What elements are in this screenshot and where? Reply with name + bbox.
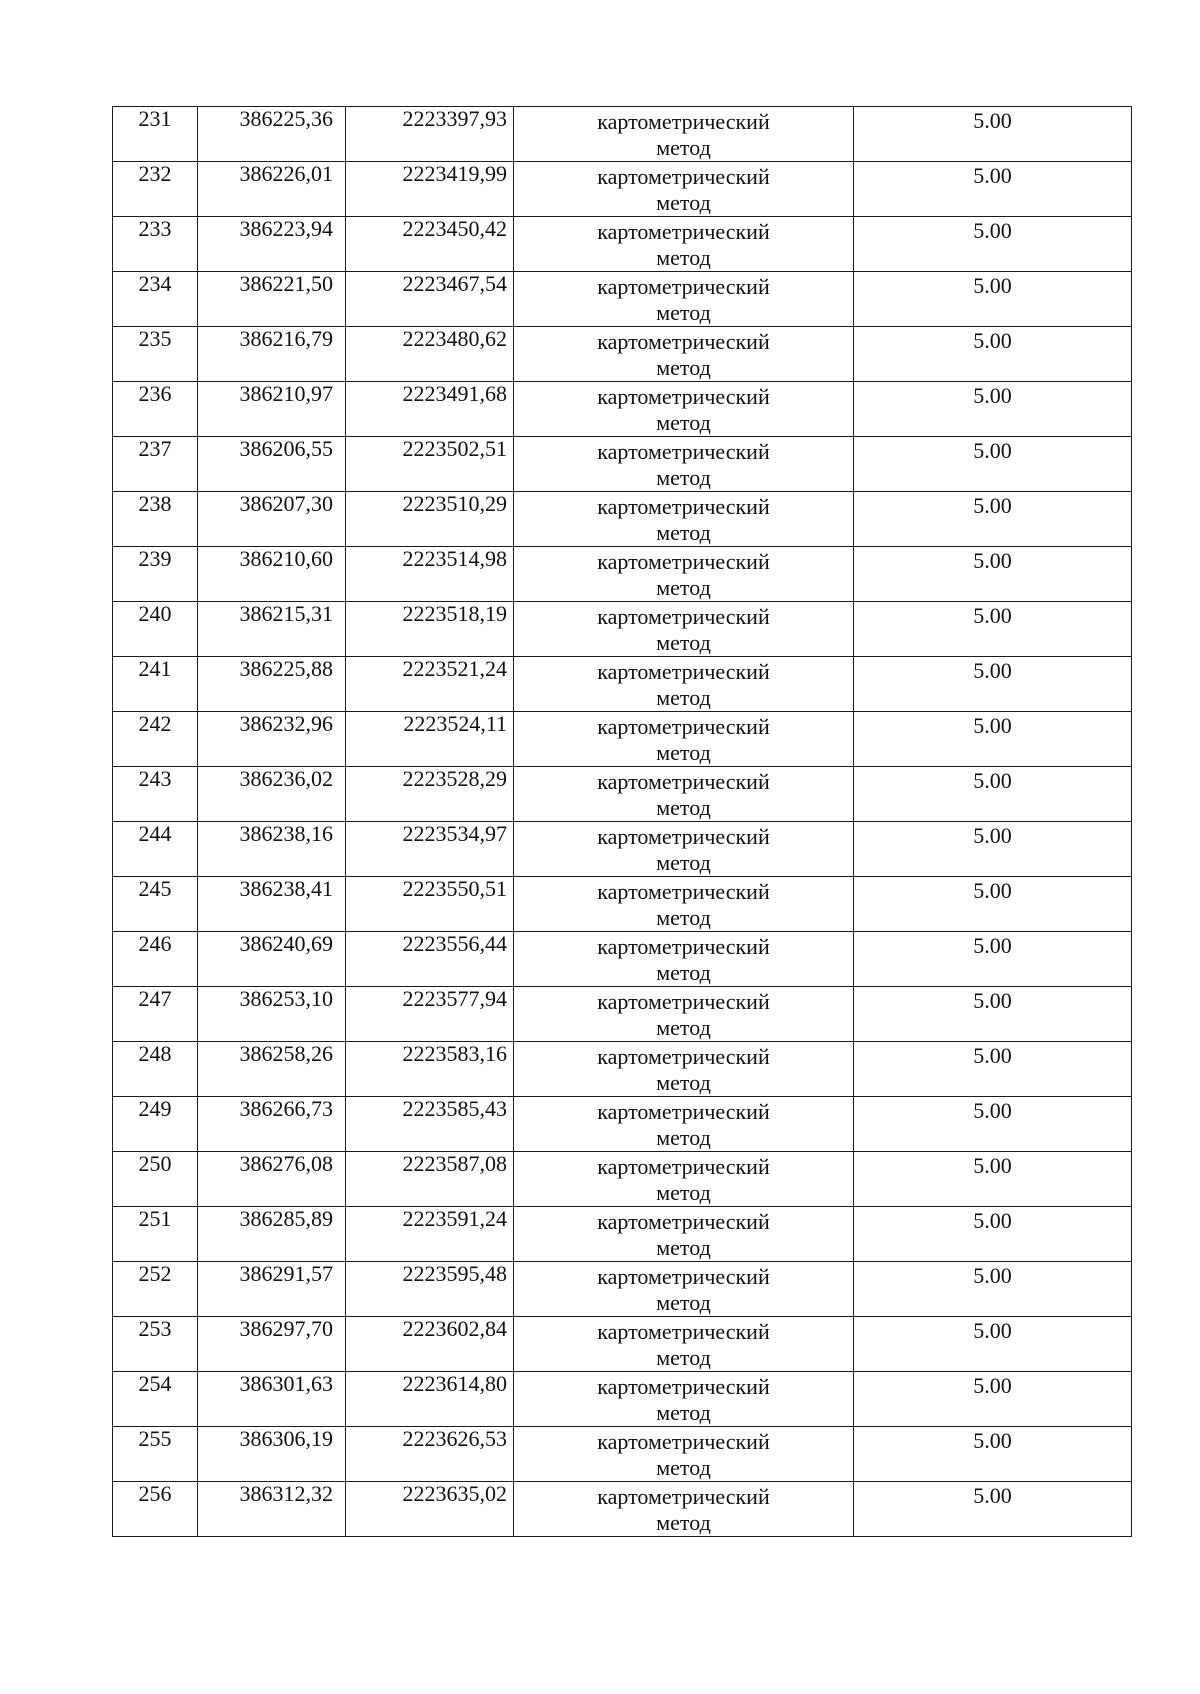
- method-cell: [514, 217, 854, 272]
- y-coordinate-cell: 2223502,51: [346, 437, 514, 492]
- x-coordinate-cell: 386225,88: [198, 657, 346, 712]
- method-cell: [514, 1042, 854, 1097]
- point-number-cell: 253: [113, 1317, 198, 1372]
- y-coordinate-cell: 2223528,29: [346, 767, 514, 822]
- method-line-1: картометрический: [597, 879, 770, 904]
- point-number-cell: 254: [113, 1372, 198, 1427]
- point-number-cell: 237: [113, 437, 198, 492]
- method-line-2: метод: [656, 1125, 711, 1150]
- x-coordinate-cell: 386258,26: [198, 1042, 346, 1097]
- method-cell: [514, 107, 854, 162]
- table-row: [113, 932, 1132, 987]
- method-line-2: метод: [656, 1290, 711, 1315]
- point-number-cell: 251: [113, 1207, 198, 1262]
- point-number-cell: 238: [113, 492, 198, 547]
- x-coordinate-cell: 386276,08: [198, 1152, 346, 1207]
- x-coordinate-cell: 386216,79: [198, 327, 346, 382]
- y-coordinate-cell: 2223397,93: [346, 107, 514, 162]
- y-coordinate-cell: 2223614,80: [346, 1372, 514, 1427]
- point-number-cell: 246: [113, 932, 198, 987]
- method-cell: [514, 712, 854, 767]
- method-cell: [514, 1262, 854, 1317]
- method-line-1: картометрический: [597, 109, 770, 134]
- accuracy-cell: 5.00: [854, 107, 1132, 162]
- method-cell: [514, 1207, 854, 1262]
- method-line-1: картометрический: [597, 769, 770, 794]
- method-line-1: картометрический: [597, 1484, 770, 1509]
- method-line-2: метод: [656, 795, 711, 820]
- method-line-2: метод: [656, 905, 711, 930]
- method-cell: [514, 1097, 854, 1152]
- method-cell: [514, 272, 854, 327]
- accuracy-cell: 5.00: [854, 712, 1132, 767]
- y-coordinate-cell: 2223556,44: [346, 932, 514, 987]
- accuracy-cell: 5.00: [854, 877, 1132, 932]
- table-row: [113, 1042, 1132, 1097]
- coordinates-table: [112, 106, 1132, 1537]
- method-line-1: картометрический: [597, 219, 770, 244]
- x-coordinate-cell: 386291,57: [198, 1262, 346, 1317]
- table-row: [113, 217, 1132, 272]
- accuracy-cell: 5.00: [854, 602, 1132, 657]
- table-row: [113, 1317, 1132, 1372]
- y-coordinate-cell: 2223491,68: [346, 382, 514, 437]
- table-row: [113, 107, 1132, 162]
- method-line-1: картометрический: [597, 989, 770, 1014]
- x-coordinate-cell: 386221,50: [198, 272, 346, 327]
- method-cell: [514, 657, 854, 712]
- accuracy-cell: 5.00: [854, 1207, 1132, 1262]
- point-number-cell: 256: [113, 1482, 198, 1537]
- method-line-1: картометрический: [597, 384, 770, 409]
- table-row: [113, 1482, 1132, 1537]
- point-number-cell: 242: [113, 712, 198, 767]
- x-coordinate-cell: 386207,30: [198, 492, 346, 547]
- point-number-cell: 248: [113, 1042, 198, 1097]
- table-row: [113, 822, 1132, 877]
- x-coordinate-cell: 386253,10: [198, 987, 346, 1042]
- table-row: [113, 547, 1132, 602]
- method-line-1: картометрический: [597, 1319, 770, 1344]
- point-number-cell: 239: [113, 547, 198, 602]
- x-coordinate-cell: 386238,16: [198, 822, 346, 877]
- y-coordinate-cell: 2223510,29: [346, 492, 514, 547]
- method-line-2: метод: [656, 740, 711, 765]
- accuracy-cell: 5.00: [854, 1427, 1132, 1482]
- method-cell: [514, 162, 854, 217]
- y-coordinate-cell: 2223467,54: [346, 272, 514, 327]
- accuracy-cell: 5.00: [854, 327, 1132, 382]
- method-cell: [514, 932, 854, 987]
- method-cell: [514, 437, 854, 492]
- y-coordinate-cell: 2223514,98: [346, 547, 514, 602]
- y-coordinate-cell: 2223521,24: [346, 657, 514, 712]
- x-coordinate-cell: 386223,94: [198, 217, 346, 272]
- method-line-1: картометрический: [597, 1209, 770, 1234]
- x-coordinate-cell: 386232,96: [198, 712, 346, 767]
- accuracy-cell: 5.00: [854, 1042, 1132, 1097]
- point-number-cell: 231: [113, 107, 198, 162]
- method-line-2: метод: [656, 1015, 711, 1040]
- point-number-cell: 240: [113, 602, 198, 657]
- table-row: [113, 382, 1132, 437]
- y-coordinate-cell: 2223583,16: [346, 1042, 514, 1097]
- method-cell: [514, 767, 854, 822]
- method-line-2: метод: [656, 135, 711, 160]
- coordinates-table-body: [113, 107, 1132, 1537]
- x-coordinate-cell: 386206,55: [198, 437, 346, 492]
- accuracy-cell: 5.00: [854, 1152, 1132, 1207]
- method-line-1: картометрический: [597, 439, 770, 464]
- table-row: [113, 1207, 1132, 1262]
- y-coordinate-cell: 2223591,24: [346, 1207, 514, 1262]
- method-line-2: метод: [656, 630, 711, 655]
- method-cell: [514, 1152, 854, 1207]
- table-row: [113, 712, 1132, 767]
- table-row: [113, 1262, 1132, 1317]
- point-number-cell: 235: [113, 327, 198, 382]
- method-cell: [514, 1372, 854, 1427]
- x-coordinate-cell: 386225,36: [198, 107, 346, 162]
- method-cell: [514, 877, 854, 932]
- table-row: [113, 1427, 1132, 1482]
- method-line-1: картометрический: [597, 714, 770, 739]
- method-line-1: картометрический: [597, 1044, 770, 1069]
- method-cell: [514, 382, 854, 437]
- y-coordinate-cell: 2223595,48: [346, 1262, 514, 1317]
- method-cell: [514, 822, 854, 877]
- method-line-1: картометрический: [597, 164, 770, 189]
- table-row: [113, 987, 1132, 1042]
- method-line-1: картометрический: [597, 659, 770, 684]
- x-coordinate-cell: 386312,32: [198, 1482, 346, 1537]
- accuracy-cell: 5.00: [854, 1372, 1132, 1427]
- method-line-1: картометрический: [597, 1264, 770, 1289]
- x-coordinate-cell: 386215,31: [198, 602, 346, 657]
- accuracy-cell: 5.00: [854, 987, 1132, 1042]
- table-row: [113, 162, 1132, 217]
- table-row: [113, 492, 1132, 547]
- point-number-cell: 232: [113, 162, 198, 217]
- y-coordinate-cell: 2223587,08: [346, 1152, 514, 1207]
- method-cell: [514, 1482, 854, 1537]
- accuracy-cell: 5.00: [854, 382, 1132, 437]
- method-line-1: картометрический: [597, 549, 770, 574]
- method-line-2: метод: [656, 850, 711, 875]
- accuracy-cell: 5.00: [854, 1097, 1132, 1152]
- method-line-2: метод: [656, 960, 711, 985]
- x-coordinate-cell: 386306,19: [198, 1427, 346, 1482]
- y-coordinate-cell: 2223602,84: [346, 1317, 514, 1372]
- method-cell: [514, 602, 854, 657]
- method-line-2: метод: [656, 1455, 711, 1480]
- method-line-2: метод: [656, 1345, 711, 1370]
- method-cell: [514, 987, 854, 1042]
- accuracy-cell: 5.00: [854, 1262, 1132, 1317]
- point-number-cell: 247: [113, 987, 198, 1042]
- x-coordinate-cell: 386297,70: [198, 1317, 346, 1372]
- method-line-1: картометрический: [597, 1429, 770, 1454]
- method-line-2: метод: [656, 410, 711, 435]
- table-row: [113, 1372, 1132, 1427]
- y-coordinate-cell: 2223524,11: [346, 712, 514, 767]
- method-line-2: метод: [656, 1510, 711, 1535]
- method-cell: [514, 1427, 854, 1482]
- x-coordinate-cell: 386240,69: [198, 932, 346, 987]
- method-line-2: метод: [656, 190, 711, 215]
- point-number-cell: 236: [113, 382, 198, 437]
- point-number-cell: 234: [113, 272, 198, 327]
- point-number-cell: 241: [113, 657, 198, 712]
- y-coordinate-cell: 2223577,94: [346, 987, 514, 1042]
- method-line-2: метод: [656, 1180, 711, 1205]
- point-number-cell: 233: [113, 217, 198, 272]
- accuracy-cell: 5.00: [854, 437, 1132, 492]
- accuracy-cell: 5.00: [854, 932, 1132, 987]
- method-line-2: метод: [656, 685, 711, 710]
- method-line-2: метод: [656, 465, 711, 490]
- table-row: [113, 657, 1132, 712]
- method-cell: [514, 492, 854, 547]
- table-row: [113, 877, 1132, 932]
- method-line-2: метод: [656, 520, 711, 545]
- accuracy-cell: 5.00: [854, 162, 1132, 217]
- method-line-1: картометрический: [597, 1374, 770, 1399]
- point-number-cell: 250: [113, 1152, 198, 1207]
- point-number-cell: 245: [113, 877, 198, 932]
- accuracy-cell: 5.00: [854, 767, 1132, 822]
- accuracy-cell: 5.00: [854, 272, 1132, 327]
- point-number-cell: 252: [113, 1262, 198, 1317]
- method-line-2: метод: [656, 355, 711, 380]
- table-row: [113, 272, 1132, 327]
- y-coordinate-cell: 2223585,43: [346, 1097, 514, 1152]
- accuracy-cell: 5.00: [854, 217, 1132, 272]
- accuracy-cell: 5.00: [854, 547, 1132, 602]
- table-row: [113, 437, 1132, 492]
- accuracy-cell: 5.00: [854, 1482, 1132, 1537]
- x-coordinate-cell: 386285,89: [198, 1207, 346, 1262]
- x-coordinate-cell: 386266,73: [198, 1097, 346, 1152]
- y-coordinate-cell: 2223550,51: [346, 877, 514, 932]
- y-coordinate-cell: 2223518,19: [346, 602, 514, 657]
- method-cell: [514, 327, 854, 382]
- method-line-1: картометрический: [597, 604, 770, 629]
- method-line-2: метод: [656, 1400, 711, 1425]
- table-row: [113, 1097, 1132, 1152]
- method-line-1: картометрический: [597, 824, 770, 849]
- table-row: [113, 602, 1132, 657]
- y-coordinate-cell: 2223419,99: [346, 162, 514, 217]
- y-coordinate-cell: 2223635,02: [346, 1482, 514, 1537]
- table-row: [113, 327, 1132, 382]
- x-coordinate-cell: 386236,02: [198, 767, 346, 822]
- method-cell: [514, 1317, 854, 1372]
- point-number-cell: 255: [113, 1427, 198, 1482]
- method-line-1: картометрический: [597, 274, 770, 299]
- method-line-1: картометрический: [597, 494, 770, 519]
- method-cell: [514, 547, 854, 602]
- table-row: [113, 767, 1132, 822]
- y-coordinate-cell: 2223626,53: [346, 1427, 514, 1482]
- y-coordinate-cell: 2223480,62: [346, 327, 514, 382]
- x-coordinate-cell: 386226,01: [198, 162, 346, 217]
- accuracy-cell: 5.00: [854, 1317, 1132, 1372]
- table-row: [113, 1152, 1132, 1207]
- method-line-1: картометрический: [597, 934, 770, 959]
- method-line-1: картометрический: [597, 1099, 770, 1124]
- x-coordinate-cell: 386210,60: [198, 547, 346, 602]
- method-line-2: метод: [656, 245, 711, 270]
- point-number-cell: 249: [113, 1097, 198, 1152]
- method-line-2: метод: [656, 1070, 711, 1095]
- method-line-1: картометрический: [597, 1154, 770, 1179]
- x-coordinate-cell: 386301,63: [198, 1372, 346, 1427]
- accuracy-cell: 5.00: [854, 492, 1132, 547]
- method-line-2: метод: [656, 300, 711, 325]
- point-number-cell: 244: [113, 822, 198, 877]
- method-line-2: метод: [656, 1235, 711, 1260]
- accuracy-cell: 5.00: [854, 822, 1132, 877]
- method-line-1: картометрический: [597, 329, 770, 354]
- y-coordinate-cell: 2223450,42: [346, 217, 514, 272]
- accuracy-cell: 5.00: [854, 657, 1132, 712]
- y-coordinate-cell: 2223534,97: [346, 822, 514, 877]
- x-coordinate-cell: 386238,41: [198, 877, 346, 932]
- method-line-2: метод: [656, 575, 711, 600]
- x-coordinate-cell: 386210,97: [198, 382, 346, 437]
- point-number-cell: 243: [113, 767, 198, 822]
